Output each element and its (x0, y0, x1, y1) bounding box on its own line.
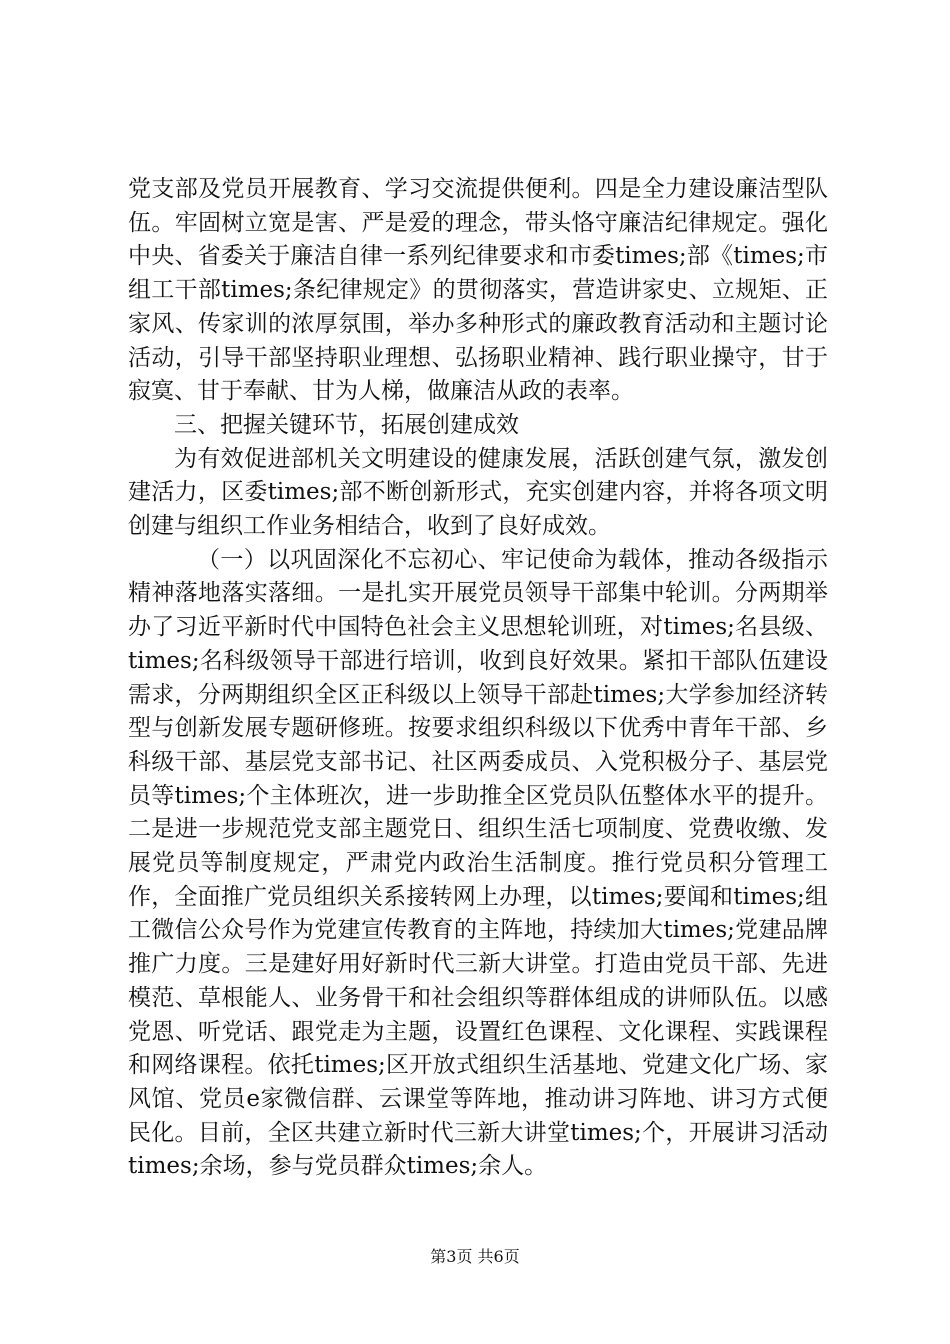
paragraph-subsection-one: （一）以巩固深化不忘初心、牢记使命为载体，推动各级指示精神落地落实落细。一是扎实开展党员领导干部集中轮训。分两期举办了习近平新时代中国特色社会主义思想轮训班，对times;名县级、times;名科级领导干部进行培训，收到良好效果。紧扣干部队伍建设需求，分两期组织全区正科级以上领导干部赴times;大学参加经济转型与创新发展专题研修班。按要求组织科级以下优秀中青年干部、乡科级干部、基层党支部书记、社区两委成员、入党积极分子、基层党员等times;个主体班次，进一步助推全区党员队伍整体水平的提升。二是进一步规范党支部主题党日、组织生活七项制度、党费收缴、发展党员等制度规定，严肃党内政治生活制度。推行党员积分管理工作，全面推广党员组织关系接转网上办理，以times;要闻和times;组工微信公众号作为党建宣传教育的主阵地，持续加大times;党建品牌推广力度。三是建好用好新时代三新大讲堂。打造由党员干部、先进模范、草根能人、业务骨干和社会组织等群体组成的讲师队伍。以感党恩、听党话、跟党走为主题，设置红色课程、文化课程、实践课程和网络课程。依托times;区开放式组织生活基地、党建文化广场、家风馆、党员e家微信群、云课堂等阵地，推动讲习阵地、讲习方式便民化。目前，全区共建立新时代三新大讲堂times;个，开展讲习活动times;余场，参与党员群众times;余人。 (128, 546, 828, 1180)
paragraph-continuation: 党支部及党员开展教育、学习交流提供便利。四是全力建设廉洁型队伍。牢固树立宽是害、严是爱的理念，带头恪守廉洁纪律规定。强化中央、省委关于廉洁自律一系列纪律要求和市委times;部《times;市组工干部times;条纪律规定》的贯彻落实，营造讲家史、立规矩、正家风、传家训的浓厚氛围，举办多种形式的廉政教育活动和主题讨论活动，引导干部坚持职业理想、弘扬职业精神、践行职业操守，甘于寂寞、甘于奉献、甘为人梯，做廉洁从政的表率。 (128, 176, 828, 405)
paragraph-intro: 为有效促进部机关文明建设的健康发展，活跃创建气氛，激发创建活力，区委times;部不断创新形式，充实创建内容，并将各项文明创建与组织工作业务相结合，收到了良好成效。 (128, 445, 828, 540)
section-heading: 三、把握关键环节，拓展创建成效 (174, 411, 519, 438)
page-number-footer: 第3页 共6页 (430, 1247, 520, 1266)
document-body (128, 173, 828, 1184)
